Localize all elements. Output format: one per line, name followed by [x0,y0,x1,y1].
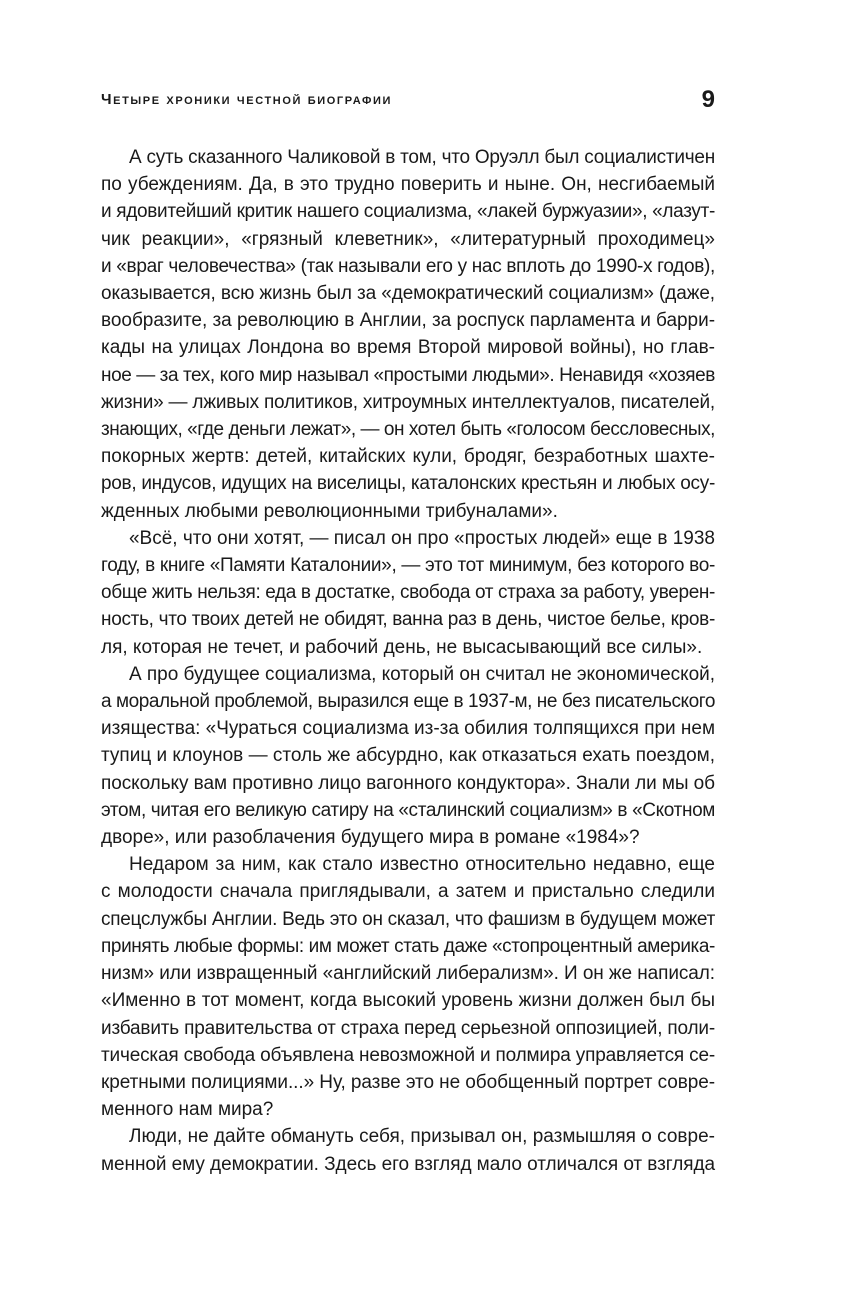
text-line: жизни» — лживых политиков, хитроумных интеллектуалов, писателей, [101,391,715,413]
text-line: чик реакции», «грязный клеветник», «литературный проходимец» [101,228,715,250]
text-line: этом, читая его великую сатиру на «сталинский социализм» в «Скотном [101,799,715,821]
body-text [101,144,715,1178]
text-line: кретными полициями...» Ну, разве это не обобщенный портрет совре- [101,1071,715,1093]
text-line: знающих, «где деньги лежат», — он хотел быть «голосом бессловесных, [101,419,715,441]
text-line: Люди, не дайте обмануть себя, призывал он, размышляя о совре- [129,1126,715,1148]
text-line: покорных жертв: детей, китайских кули, бродяг, безработных шахте- [101,446,715,468]
text-line: ля, которая не течет, и рабочий день, не высасывающий все силы». [101,636,703,658]
text-line: а моральной проблемой, выразился еще в 1937-м, не без писательского [101,691,715,713]
text-line: кады на улицах Лондона во время Второй мировой войны), но глав- [101,337,715,359]
text-line: А про будущее социализма, который он считал не экономической, [129,663,716,685]
text-line: ное — за тех, кого мир называл «простыми людьми». Ненавидя «хозяев [101,364,715,386]
text-line: менного нам мира? [101,1099,274,1121]
text-line: «Всё, что они хотят, — писал он про «простых людей» еще в 1938 [129,527,715,549]
text-line: ров, индусов, идущих на виселицы, каталонских крестьян и любых осу- [101,473,715,495]
text-line: Недаром за ним, как стало известно относительно недавно, еще [129,854,715,876]
text-line: и ядовитейший критик нашего социализма, «лакей буржуазии», «лазут- [101,201,715,223]
text-line: поскольку вам противно лицо вагонного кондуктора». Знали ли мы об [101,772,715,794]
paragraph [101,661,715,851]
running-header [101,86,715,117]
text-line: вообразите, за революцию в Англии, за роспуск парламента и барри- [101,310,715,332]
text-line: принять любые формы: им может стать даже «стопроцентный америка- [101,935,715,957]
text-line: спецслужбы Англии. Ведь это он сказал, что фашизм в будущем может [101,908,715,930]
text-line: обще жить нельзя: еда в достатке, свобода от страха за работу, уверен- [101,582,715,604]
running-title: Четыре хроники честной биографии [101,91,393,108]
text-line: тическая свобода объявлена невозможной и полмира управляется се- [101,1044,715,1066]
text-line: году, в книге «Памяти Каталонии», — это тот минимум, без которого во- [101,555,715,577]
text-line: А суть сказанного Чаликовой в том, что Оруэлл был социалистичен [129,147,715,168]
text-line: избавить правительства от страха перед серьезной оппозицией, поли- [101,1017,715,1039]
text-line: с молодости сначала приглядывали, а затем и пристально следили [101,881,715,903]
page-number: 9 [701,86,715,113]
text-line: изящества: «Чураться социализма из-за обилия толпящихся при нем [101,718,715,740]
paragraph [101,144,715,525]
paragraph [101,1123,715,1177]
text-line: и «враг человечества» (так называли его у нас вплоть до 1990-х годов), [101,255,715,277]
paragraph [101,525,715,661]
text-line: оказывается, всю жизнь был за «демократический социализм» (даже, [101,283,715,305]
text-line: дворе», или разоблачения будущего мира в романе «1984»? [101,827,640,849]
text-line: по убеждениям. Да, в это трудно поверить и ныне. Он, несгибаемый [101,174,715,196]
text-line: тупиц и клоунов — столь же абсурдно, как отказаться ехать поездом, [101,745,715,767]
paragraph [101,851,715,1123]
text-line: менной ему демократии. Здесь его взгляд мало отличался от взгляда [101,1153,715,1175]
text-line: «Именно в тот момент, когда высокий уровень жизни должен был бы [101,990,715,1012]
text-line: жденных любыми революционными трибуналами». [101,500,558,522]
text-line: низм» или извращенный «английский либерализм». И он же написал: [101,963,715,985]
text-line: ность, что твоих детей не обидят, ванна раз в день, чистое белье, кров- [101,609,715,631]
